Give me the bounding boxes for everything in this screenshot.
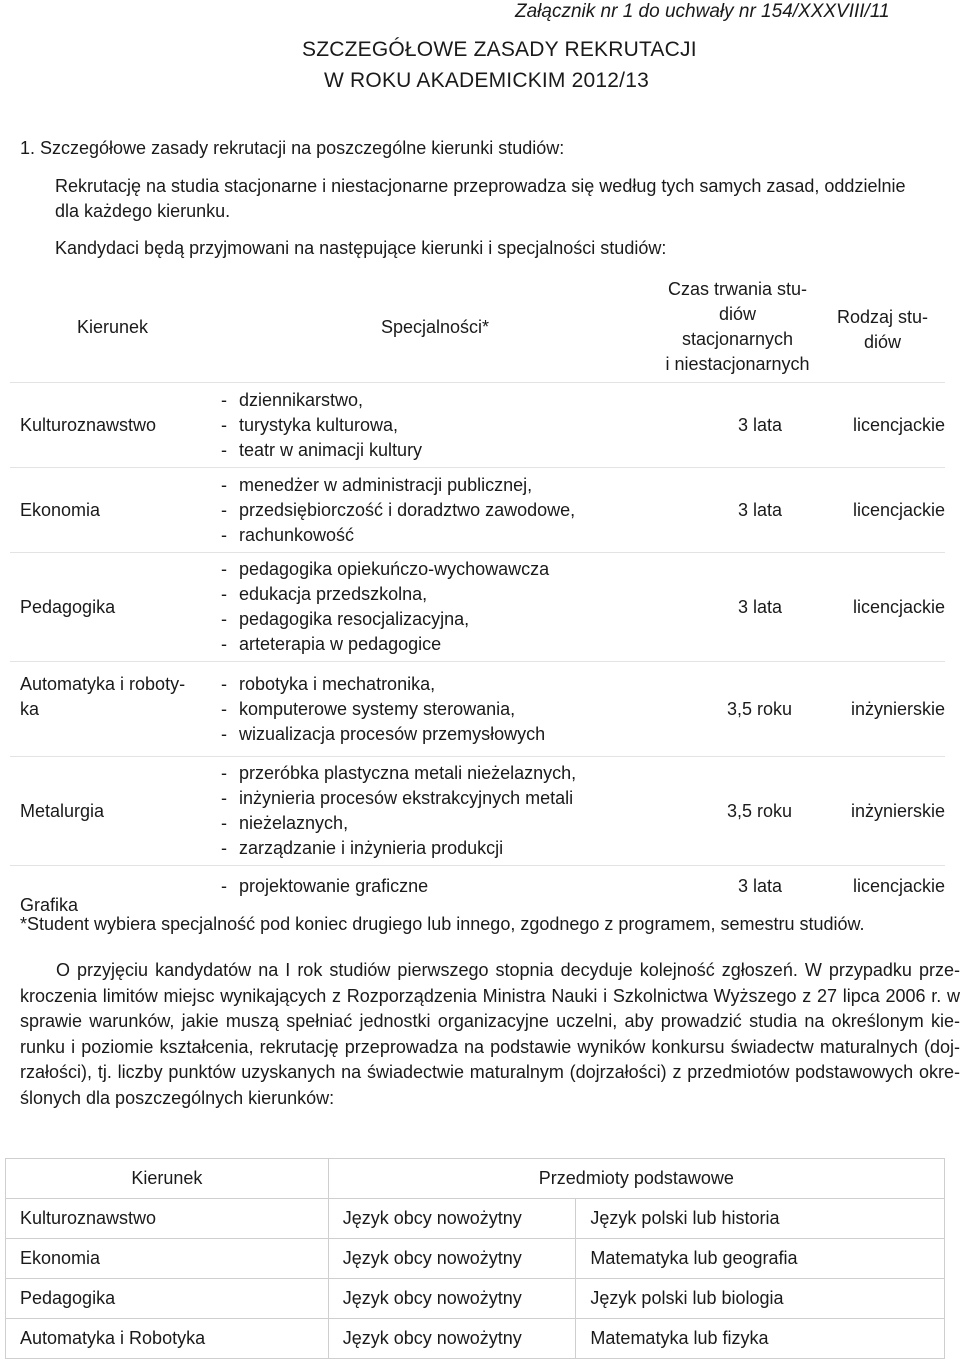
header-czas-line-2: diów bbox=[718, 304, 757, 324]
spec-item: - teatr w animacji kultury bbox=[215, 438, 655, 463]
rodzaj-cell: inżynierskie bbox=[820, 757, 945, 866]
czas-cell: 3,5 roku bbox=[655, 662, 820, 757]
spec-cell bbox=[215, 757, 655, 866]
kierunek-cell: Kulturoznawstwo bbox=[10, 383, 215, 468]
kierunek-line-1: Automatyka i roboty- bbox=[20, 674, 186, 694]
spec-item: - przeróbka plastyczna metali nieżelaznych, bbox=[215, 761, 655, 786]
kierunek-cell bbox=[10, 662, 215, 757]
table-row bbox=[10, 383, 945, 468]
subject-cell: Język obcy nowożytny bbox=[328, 1279, 576, 1319]
subject-cell: Język polski lub biologia bbox=[576, 1279, 945, 1319]
subject-cell: Język obcy nowożytny bbox=[328, 1319, 576, 1359]
kierunek-cell: Kulturoznawstwo bbox=[6, 1199, 329, 1239]
header-czas-line-4: i niestacjonarnych bbox=[665, 354, 810, 374]
spec-cell bbox=[215, 553, 655, 662]
annex-label: Załącznik nr 1 do uchwały nr 154/XXXVIII/11 bbox=[515, 1, 890, 22]
header-czas-line-3: stacjonarnych bbox=[681, 329, 794, 349]
rodzaj-cell: licencjackie bbox=[820, 866, 945, 921]
candidates-line: Kandydaci będą przyjmowani na następujące kierunki i specjalności studiów: bbox=[55, 238, 667, 258]
subjects-table bbox=[5, 1158, 945, 1359]
subject-cell: Język polski lub historia bbox=[576, 1199, 945, 1239]
spec-item: - projektowanie graficzne bbox=[215, 874, 655, 899]
programs-table-header bbox=[10, 272, 945, 383]
spec-cell bbox=[215, 383, 655, 468]
header-czas-trwania bbox=[655, 272, 820, 383]
table-row bbox=[6, 1319, 945, 1359]
subject-cell: Matematyka lub fizyka bbox=[576, 1319, 945, 1359]
header-kierunek: Kierunek bbox=[76, 316, 149, 337]
spec-item: - arteterapia w pedagogice bbox=[215, 632, 655, 657]
spec-cell bbox=[215, 468, 655, 553]
table-row bbox=[6, 1239, 945, 1279]
spec-item: - robotyka i mechatronika, bbox=[215, 672, 655, 697]
kierunek-line-2: ka bbox=[20, 699, 40, 719]
title-line-1: SZCZEGÓŁOWE ZASADY REKRUTACJI bbox=[302, 38, 697, 61]
rodzaj-cell: licencjackie bbox=[820, 383, 945, 468]
spec-item: - menedżer w administracji publicznej, bbox=[215, 473, 655, 498]
header-kierunek: Kierunek bbox=[6, 1159, 329, 1199]
rodzaj-cell: licencjackie bbox=[820, 468, 945, 553]
intro-line-2: dla każdego kierunku. bbox=[55, 201, 231, 221]
header-specjalnosci: Specjalności* bbox=[380, 316, 490, 337]
intro-line-1: Rekrutację na studia stacjonarne i niestacjonarne przeprowadza się według tych samych zasad, oddzielnie bbox=[55, 176, 906, 196]
czas-cell: 3 lata bbox=[655, 866, 820, 921]
spec-item: - komputerowe systemy sterowania, bbox=[215, 697, 655, 722]
paragraph-text: O przyjęciu kandydatów na I rok studiów pierwszego stopnia decyduje kolejność zgłoszeń. W przypadku prze-kroczenia limitów miejsc wynikających z Rozporządzenia Ministra Nauki i Szkolnictwa Wyższego z 27 lipca 2006 r. w sprawie warunków, jakie muszą spełniać jednostki organizacyjne uczelni, aby prowadzić studia na określonym kie-runku i poziomie kształcenia, rekrutację przeprowadza na podstawie wyników konkursu świadectw maturalnych (doj-rzałości), tj. liczby punktów uzyskanych na świadectwie maturalnym (dojrzałości) z przedmiotów podstawowych okre-ślonych dla poszczególnych kierunków: bbox=[20, 960, 960, 1108]
header-rodzaj-line-1: Rodzaj stu- bbox=[836, 307, 929, 327]
spec-item: - przedsiębiorczość i doradztwo zawodowe, bbox=[215, 498, 655, 523]
kierunek-cell: Pedagogika bbox=[10, 553, 215, 662]
spec-item: - turystyka kulturowa, bbox=[215, 413, 655, 438]
kierunek-cell: Ekonomia bbox=[6, 1239, 329, 1279]
table-row bbox=[10, 468, 945, 553]
spec-item: - dziennikarstwo, bbox=[215, 388, 655, 413]
spec-continuation-text: nieżelaznych, bbox=[239, 813, 349, 833]
kierunek-cell: Ekonomia bbox=[10, 468, 215, 553]
kierunek-cell: Metalurgia bbox=[10, 757, 215, 866]
section-1-heading: 1. Szczegółowe zasady rekrutacji na poszczególne kierunki studiów: bbox=[20, 138, 565, 158]
title-line-2: W ROKU AKADEMICKIM 2012/13 bbox=[324, 69, 649, 92]
spec-item: - inżynieria procesów ekstrakcyjnych metali bbox=[215, 786, 655, 811]
rodzaj-cell: licencjackie bbox=[820, 553, 945, 662]
header-przedmioty: Przedmioty podstawowe bbox=[328, 1159, 944, 1199]
table-row bbox=[10, 757, 945, 866]
table-row bbox=[10, 662, 945, 757]
spec-item-continuation bbox=[215, 811, 655, 836]
header-rodzaj-line-2: diów bbox=[863, 332, 902, 352]
spec-item: - pedagogika resocjalizacyjna, bbox=[215, 607, 655, 632]
header-czas-line-1: Czas trwania stu- bbox=[667, 279, 808, 299]
subjects-table-header bbox=[6, 1159, 945, 1199]
table-row bbox=[10, 553, 945, 662]
czas-cell: 3 lata bbox=[655, 553, 820, 662]
rodzaj-cell: inżynierskie bbox=[820, 662, 945, 757]
spec-item: - rachunkowość bbox=[215, 523, 655, 548]
header-rodzaj bbox=[820, 272, 945, 383]
czas-cell: 3 lata bbox=[655, 468, 820, 553]
subject-cell: Matematyka lub geografia bbox=[576, 1239, 945, 1279]
table-row bbox=[6, 1279, 945, 1319]
spec-item: - wizualizacja procesów przemysłowych bbox=[215, 722, 655, 747]
kierunek-cell: Grafika bbox=[10, 866, 215, 921]
kierunek-cell: Automatyka i Robotyka bbox=[6, 1319, 329, 1359]
spec-item: - pedagogika opiekuńczo-wychowawcza bbox=[215, 557, 655, 582]
subject-cell: Język obcy nowożytny bbox=[328, 1239, 576, 1279]
spec-item: - zarządzanie i inżynieria produkcji bbox=[215, 836, 655, 861]
footnote: *Student wybiera specjalność pod koniec drugiego lub innego, zgodnego z programem, semestru studiów. bbox=[20, 914, 865, 934]
kierunek-cell: Pedagogika bbox=[6, 1279, 329, 1319]
spec-cell bbox=[215, 662, 655, 757]
czas-cell: 3,5 roku bbox=[655, 757, 820, 866]
spec-item: - edukacja przedszkolna, bbox=[215, 582, 655, 607]
programs-table bbox=[10, 272, 945, 920]
admission-paragraph bbox=[20, 958, 960, 1111]
subject-cell: Język obcy nowożytny bbox=[328, 1199, 576, 1239]
czas-cell: 3 lata bbox=[655, 383, 820, 468]
table-row bbox=[6, 1199, 945, 1239]
